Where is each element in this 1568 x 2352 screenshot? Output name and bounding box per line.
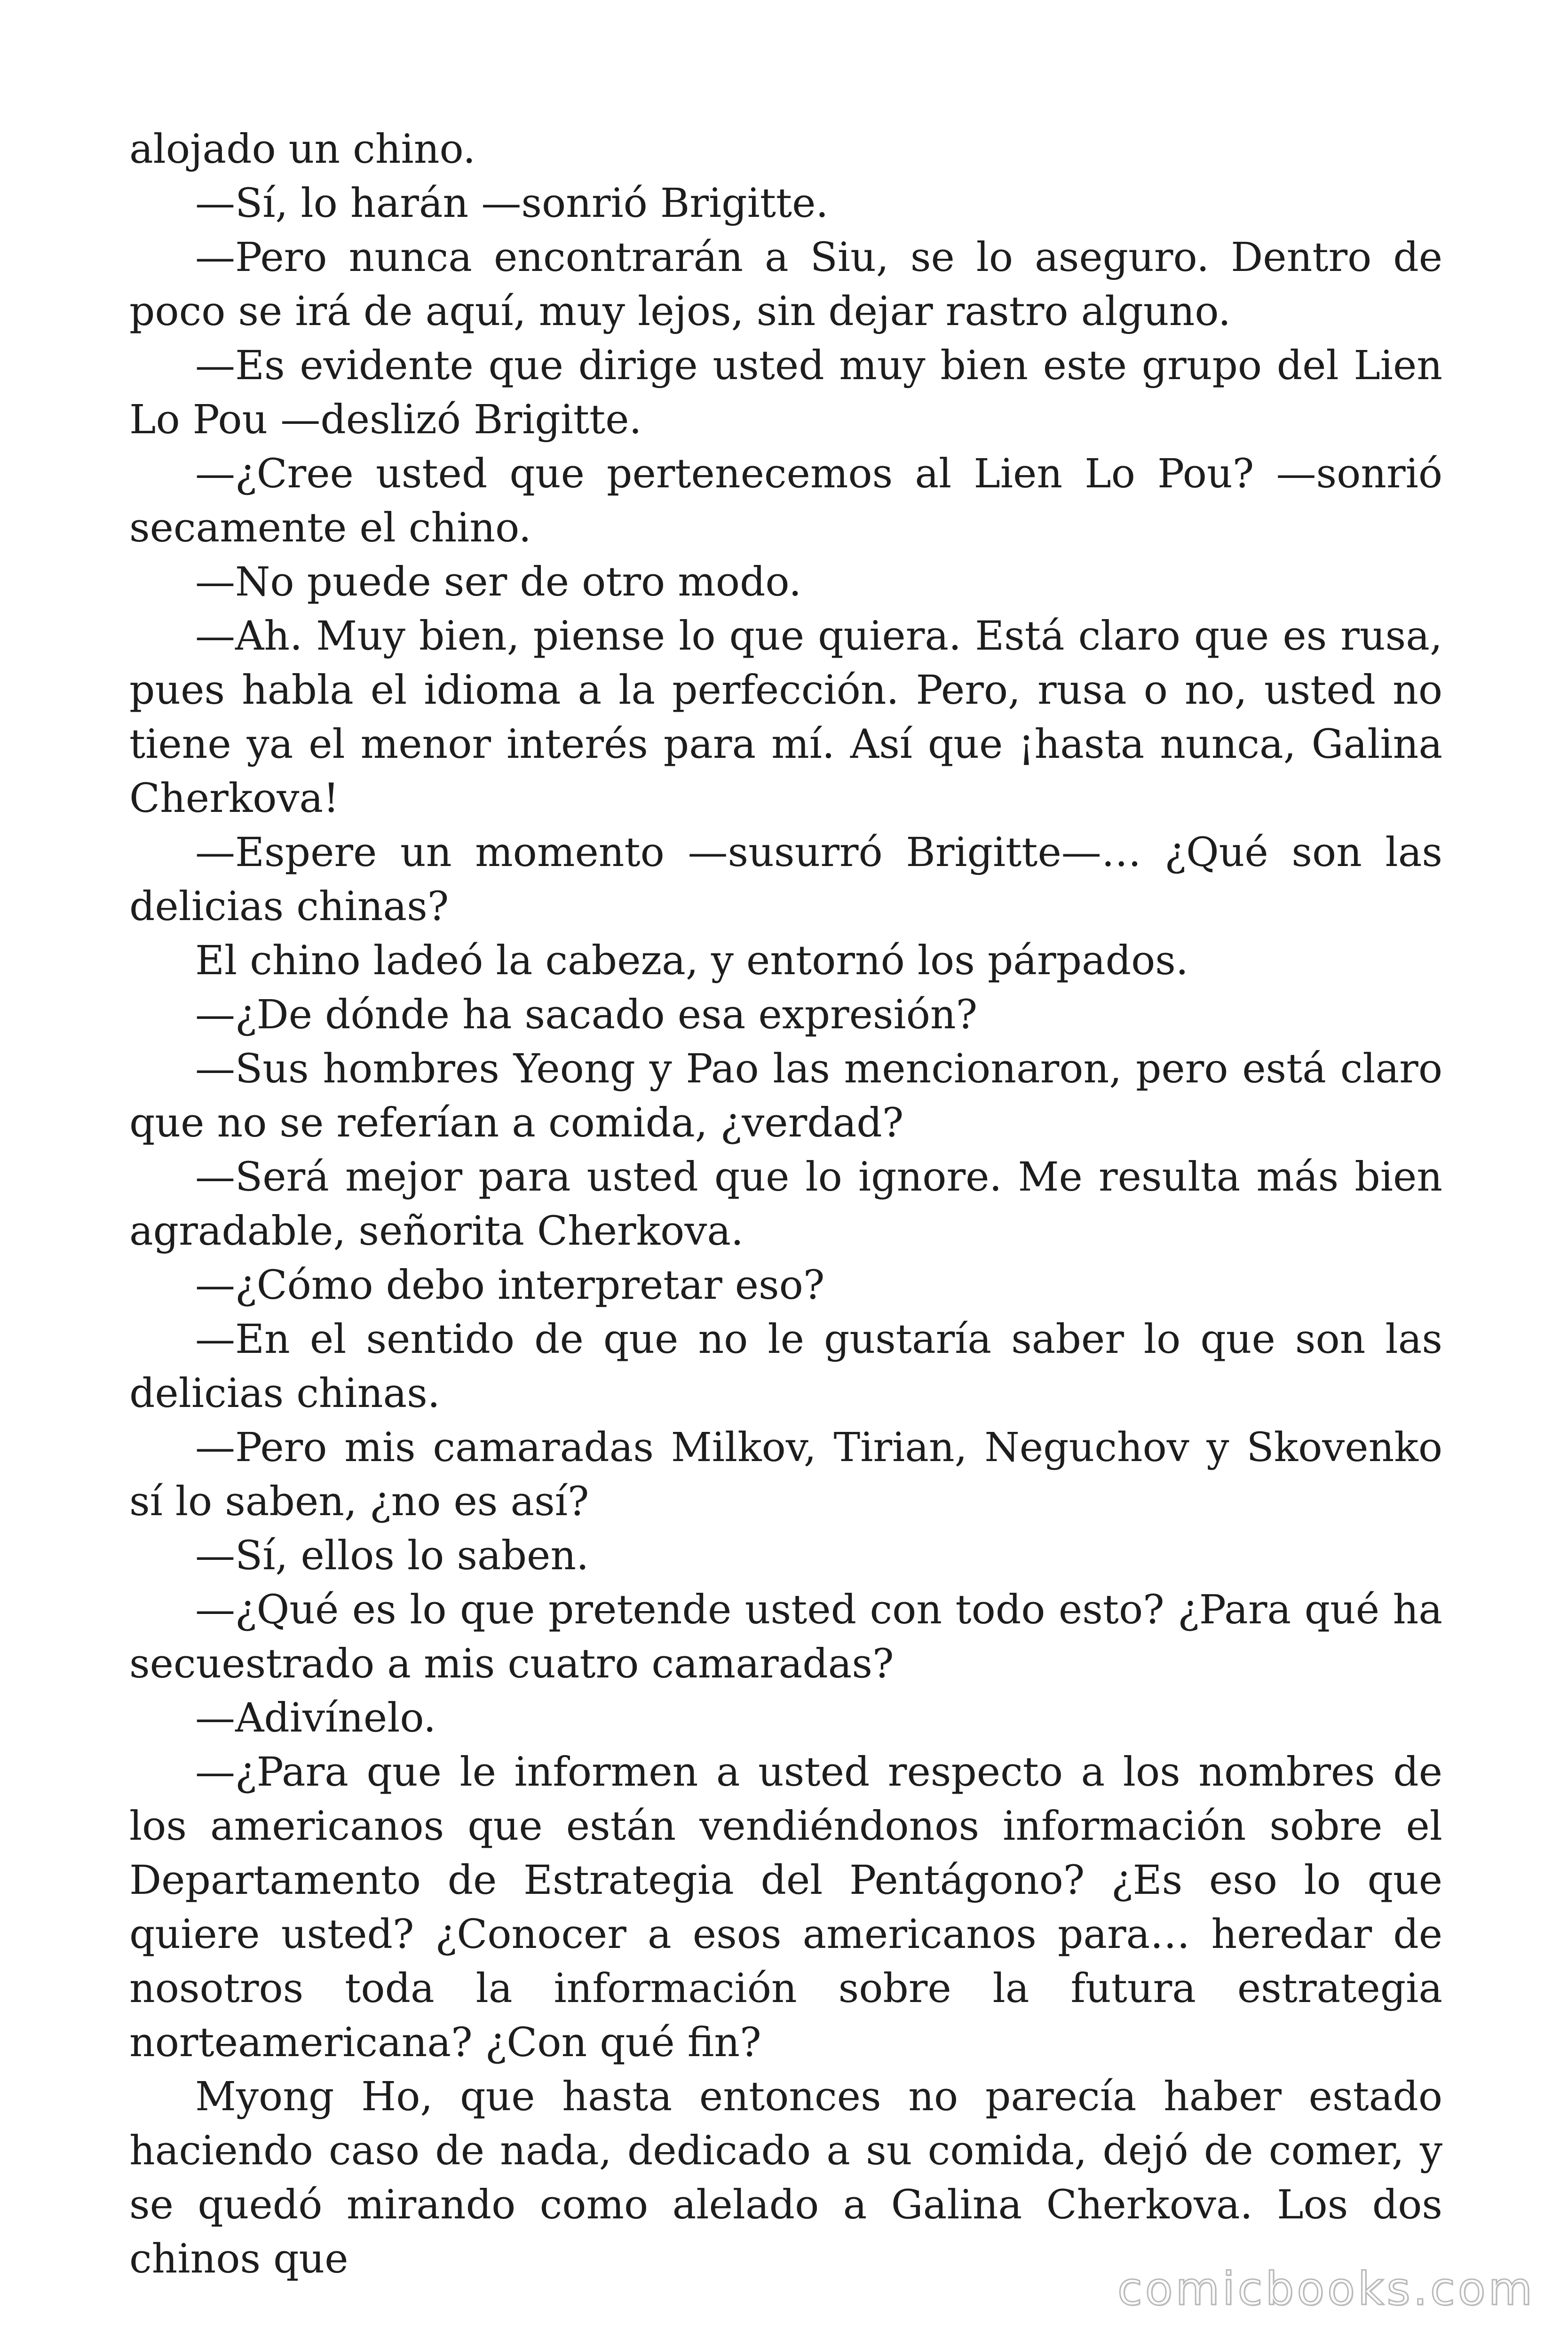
paragraph-3: —Pero nunca encontrarán a Siu, se lo aseguro. Dentro de poco se irá de aquí, muy lejos, sin dejar rastro alguno.	[129, 234, 1442, 335]
paragraph-5: —¿Cree usted que pertenecemos al Lien Lo Pou? —sonrió secamente el chino.	[129, 451, 1442, 551]
paragraph-6: —No puede ser de otro modo.	[195, 559, 802, 605]
paragraph-16: —Sí, ellos lo saben.	[195, 1533, 589, 1579]
paragraph-12: —Será mejor para usted que lo ignore. Me resulta más bien agradable, señorita Cherkova.	[129, 1154, 1442, 1255]
paragraph-14: —En el sentido de que no le gustaría saber lo que son las delicias chinas.	[129, 1316, 1442, 1417]
paragraph-13: —¿Cómo debo interpretar eso?	[195, 1262, 825, 1309]
paragraph-11: —Sus hombres Yeong y Pao las mencionaron, pero está claro que no se referían a comida, ¿verdad?	[129, 1046, 1442, 1146]
paragraph-8: —Espere un momento —susurró Brigitte—… ¿Qué son las delicias chinas?	[129, 829, 1442, 930]
paragraph-20: Myong Ho, que hasta entonces no parecía haber estado haciendo caso de nada, dedicado a su comida, dejó de comer, y se quedó mirando como alelado a Galina Cherkova. Los dos chinos que	[129, 2074, 1442, 2282]
paragraph-2: —Sí, lo harán —sonrió Brigitte.	[195, 180, 829, 227]
paragraph-4: —Es evidente que dirige usted muy bien este grupo del Lien Lo Pou —deslizó Brigitte.	[129, 342, 1442, 443]
paragraph-18: —Adivínelo.	[195, 1695, 436, 1741]
paragraph-9: El chino ladeó la cabeza, y entornó los párpados.	[195, 938, 1188, 984]
paragraph-19: —¿Para que le informen a usted respecto a los nombres de los americanos que están vendiéndonos información sobre el Departamento de Estrategia del Pentágono? ¿Es eso lo que quiere usted? ¿Conocer a esos americanos para… heredar de nosotros toda la información sobre la futura estrategia norteamericana? ¿Con qué fin?	[129, 1749, 1442, 2066]
paragraph-1: alojado un chino.	[129, 126, 476, 173]
paragraph-10: —¿De dónde ha sacado esa expresión?	[195, 992, 978, 1038]
paragraph-15: —Pero mis camaradas Milkov, Tirian, Neguchov y Skovenko sí lo saben, ¿no es así?	[129, 1424, 1442, 1525]
body-text	[129, 122, 1442, 2286]
paragraph-7: —Ah. Muy bien, piense lo que quiera. Está claro que es rusa, pues habla el idioma a la perfección. Pero, rusa o no, usted no tiene ya el menor interés para mí. Así que ¡hasta nunca, Galina Cherkova!	[129, 613, 1442, 822]
watermark: comicbooks.com	[1117, 2263, 1535, 2315]
paragraph-17: —¿Qué es lo que pretende usted con todo esto? ¿Para qué ha secuestrado a mis cuatro camaradas?	[129, 1587, 1442, 1687]
